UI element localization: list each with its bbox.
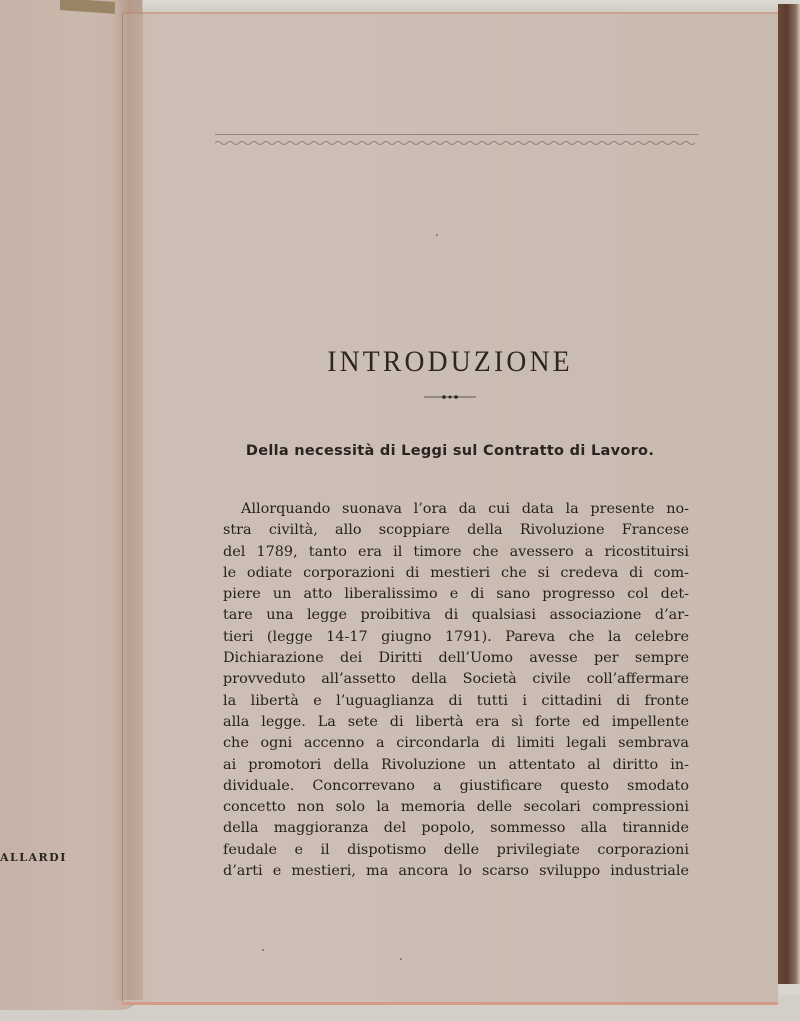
book-cover-edge	[778, 4, 800, 984]
paper-speck	[262, 949, 264, 951]
header-wave-ornament-icon	[215, 140, 698, 146]
header-rule	[215, 134, 698, 135]
text-line: dividuale. Concorrevano a giustificare questo smodato	[223, 777, 689, 794]
text-line: la libertà e l’uguaglianza di tutti i cittadini di fronte	[223, 692, 689, 709]
text-line: provveduto all’assetto della Società civile coll’affermare	[223, 671, 689, 688]
text-line: tieri (legge 14-17 giugno 1791). Pareva che la celebre	[223, 628, 689, 645]
paper-speck	[400, 958, 402, 960]
body-paragraph	[223, 499, 689, 882]
text-line: Allorquando suonava l’ora da cui data la presente no-	[241, 501, 689, 517]
text-line: concetto non solo la memoria delle secolari compressioni	[223, 799, 689, 816]
text-line: feudale e il dispotismo delle privilegiate corporazioni	[223, 841, 689, 858]
book-gutter	[113, 0, 143, 1000]
chapter-subtitle: Della necessità di Leggi sul Contratto di Lavoro.	[245, 443, 655, 459]
text-line: le odiate corporazioni di mestieri che si credeva di com-	[223, 564, 689, 581]
publisher-imprint-fragment: ALLARDI	[0, 851, 67, 864]
text-line: del 1789, tanto era il timore che avessero a ricostituirsi	[223, 543, 689, 560]
text-line: tare una legge proibitiva di qualsiasi associazione d’ar-	[223, 607, 689, 624]
left-page-worn-corner	[60, 0, 115, 14]
right-page	[122, 12, 778, 1005]
text-line: alla legge. La sete di libertà era sì forte ed impellente	[223, 713, 689, 730]
text-line: piere un atto liberalissimo e di sano progresso col det-	[223, 586, 689, 603]
title-ornament-icon	[424, 394, 476, 400]
text-line: Dichiarazione dei Diritti dell’Uomo avesse per sempre	[223, 650, 689, 667]
text-line: stra civiltà, allo scoppiare della Rivoluzione Francese	[223, 522, 689, 539]
text-line: ai promotori della Rivoluzione un attentato al diritto in-	[223, 756, 689, 773]
text-line: che ogni accenno a circondarla di limiti legali sembrava	[223, 735, 689, 752]
chapter-title: INTRODUZIONE	[327, 345, 573, 378]
text-line: d’arti e mestieri, ma ancora lo scarso sviluppo industriale	[223, 863, 689, 880]
paper-speck	[436, 234, 438, 236]
text-line: della maggioranza del popolo, sommesso alla tirannide	[223, 820, 689, 837]
